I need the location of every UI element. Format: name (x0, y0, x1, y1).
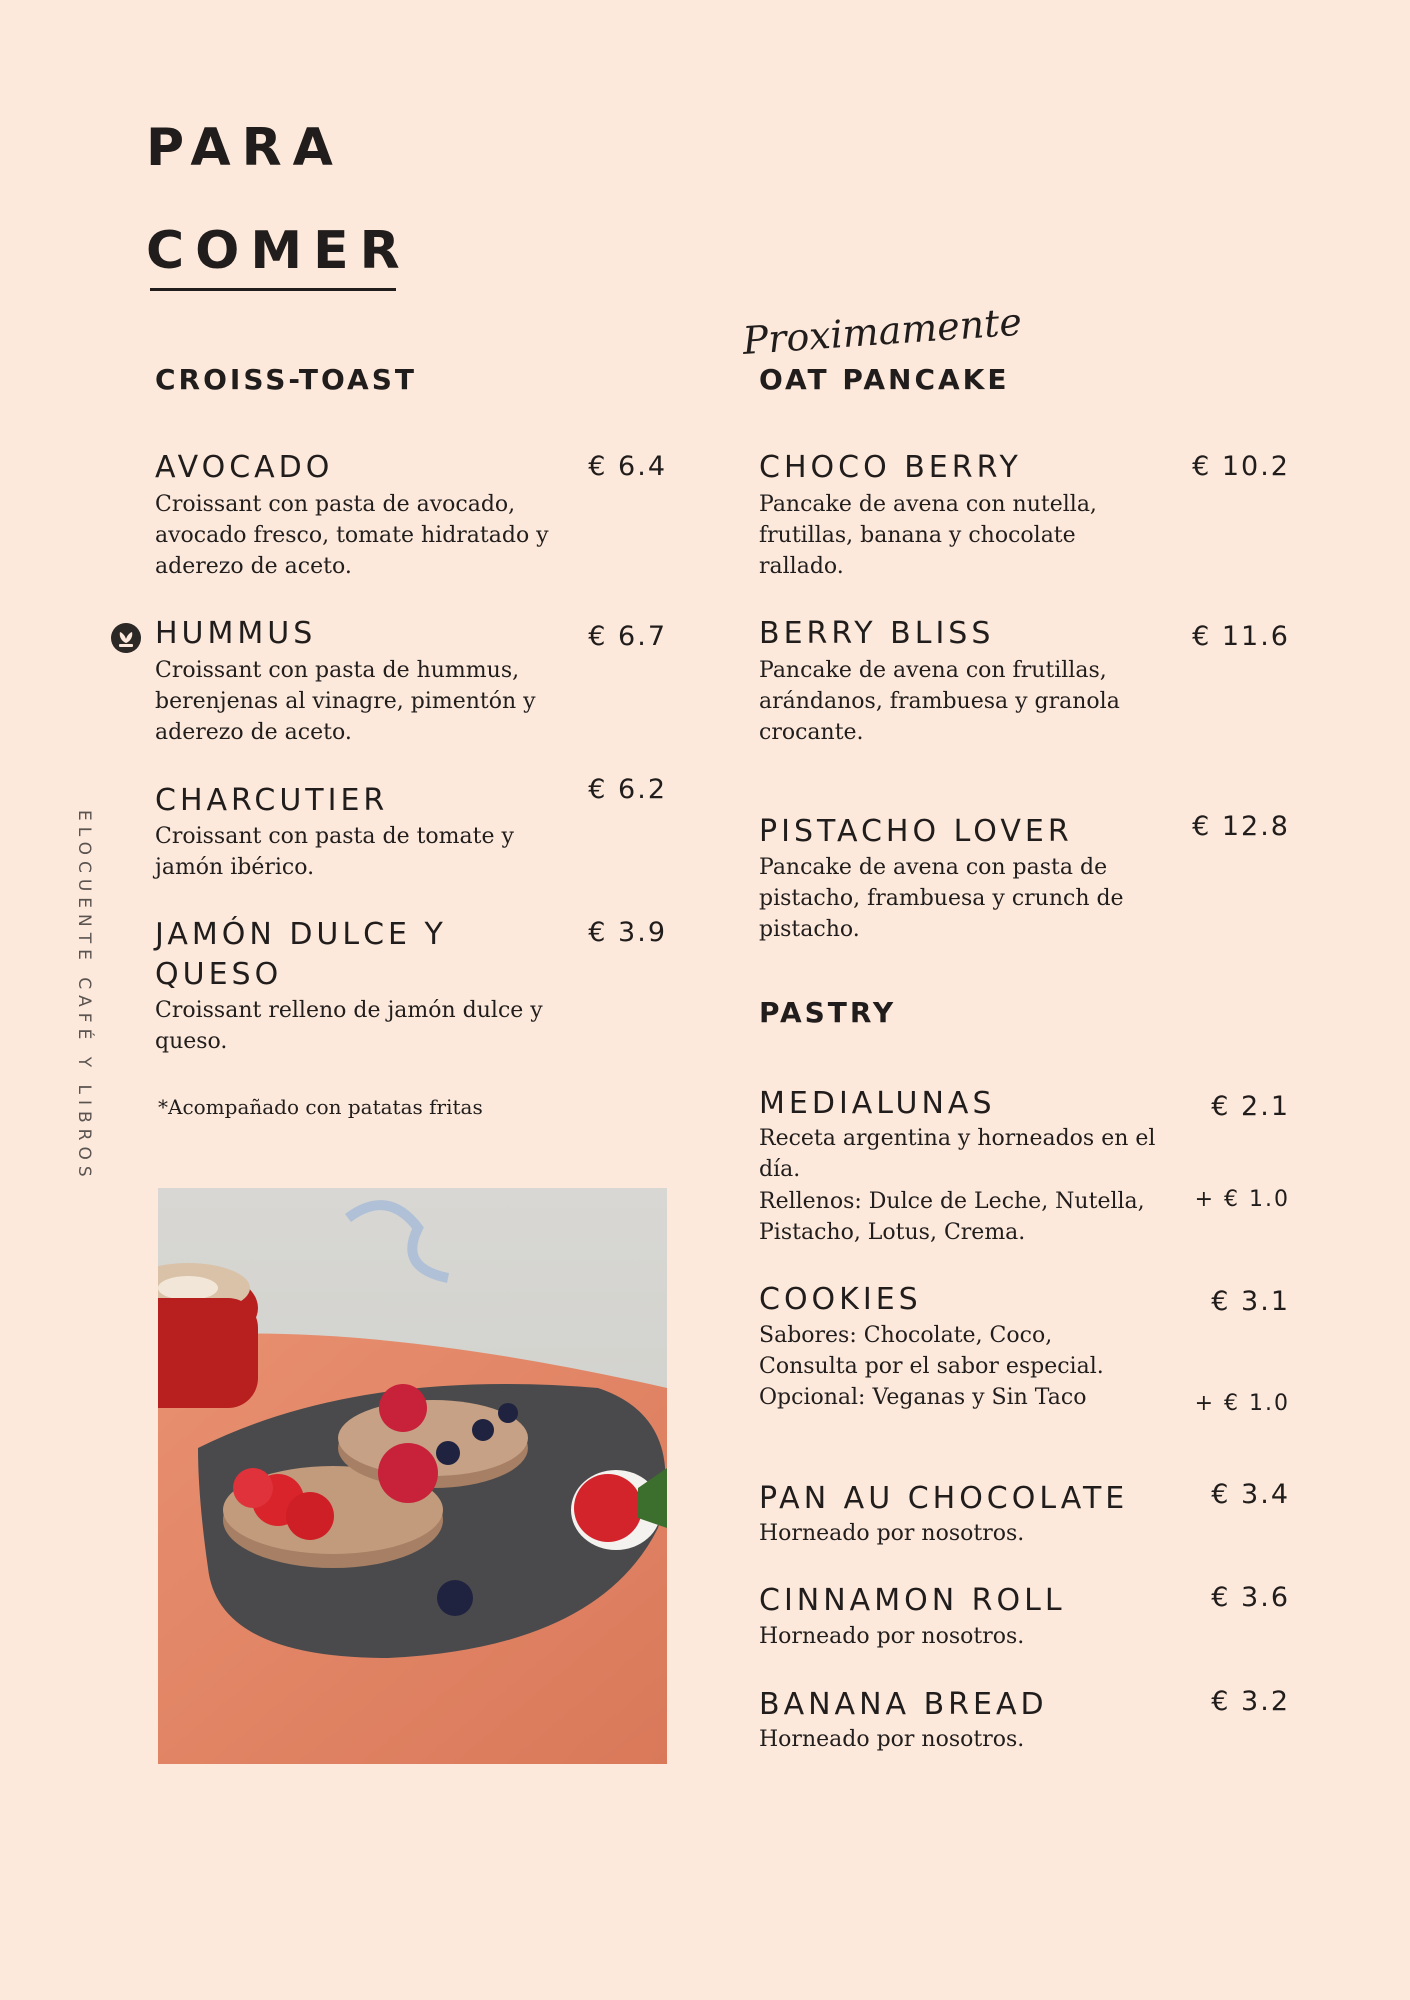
vegan-leaf-icon (111, 623, 141, 653)
page-title-line1: PARA (146, 118, 344, 178)
menu-item-name: AVOCADO (155, 450, 334, 485)
page-title-line2: COMER (146, 221, 411, 281)
side-brand-text: ELOCUENTE CAFÉ Y LIBROS (74, 810, 94, 1183)
menu-item-description: Croissant relleno de jamón dulce y queso. (155, 998, 543, 1054)
menu-item-name: CINNAMON ROLL (759, 1583, 1066, 1618)
menu-item-description: Pancake de avena con pasta de pistacho, frambuesa y crunch de pistacho. (759, 855, 1124, 942)
pancake-photo-illustration (158, 1188, 667, 1764)
menu-item-extra-price: + € 1.0 (1194, 1187, 1290, 1212)
menu-item-description-fillings: Rellenos: Dulce de Leche, Nutella, Pistacho, Lotus, Crema. (759, 1189, 1145, 1245)
menu-item-description: Croissant con pasta de hummus, berenjenas al vinagre, pimentón y aderezo de aceto. (155, 658, 536, 745)
menu-item-description: Receta argentina y horneados en el día. (759, 1126, 1156, 1182)
menu-item-name: CHARCUTIER (155, 783, 389, 818)
menu-item-price: € 3.1 (1211, 1286, 1290, 1317)
menu-item-price: € 6.7 (588, 621, 667, 652)
menu-item-price: € 11.6 (1192, 621, 1290, 652)
title-underline (150, 288, 396, 291)
menu-item-name: COOKIES (759, 1282, 922, 1317)
menu-item-price: € 3.6 (1211, 1582, 1290, 1613)
menu-item-description: Pancake de avena con nutella, frutillas, banana y chocolate rallado. (759, 492, 1097, 579)
section-heading-oat-pancake: OAT PANCAKE (759, 363, 1010, 396)
menu-item-description: Horneado por nosotros. (759, 1624, 1025, 1649)
menu-item-price: € 6.2 (588, 774, 667, 805)
menu-item-name: MEDIALUNAS (759, 1086, 996, 1121)
section-heading-croiss-toast: CROISS-TOAST (155, 363, 417, 396)
pancake-photo (158, 1188, 667, 1764)
menu-item-price: € 10.2 (1192, 451, 1290, 482)
menu-item-price: € 3.2 (1211, 1686, 1290, 1717)
menu-item-description: Croissant con pasta de tomate y jamón ibérico. (155, 824, 514, 880)
menu-item-price: € 3.4 (1211, 1479, 1290, 1510)
menu-item-name: BANANA BREAD (759, 1687, 1048, 1722)
menu-item-description: Horneado por nosotros. (759, 1521, 1025, 1546)
menu-item-description: Horneado por nosotros. (759, 1727, 1025, 1752)
menu-item-price: € 3.9 (588, 917, 667, 948)
menu-item-price: € 12.8 (1192, 811, 1290, 842)
menu-item-name: CHOCO BERRY (759, 450, 1022, 485)
menu-item-name: BERRY BLISS (759, 616, 995, 651)
menu-item-price: € 2.1 (1211, 1091, 1290, 1122)
menu-item-description: Pancake de avena con frutillas, arándanos, frambuesa y granola crocante. (759, 658, 1120, 745)
menu-item-name: PAN AU CHOCOLATE (759, 1481, 1129, 1516)
menu-item-description: Sabores: Chocolate, Coco, Consulta por el sabor especial. Opcional: Veganas y Sin Taco (759, 1323, 1104, 1410)
coming-soon-script: Proximamente (741, 299, 1024, 363)
section-heading-pastry: PASTRY (759, 996, 897, 1029)
menu-item-extra-price: + € 1.0 (1194, 1391, 1290, 1416)
menu-item-name: JAMÓN DULCE Y QUESO (155, 917, 447, 992)
menu-item-name: HUMMUS (155, 616, 317, 651)
menu-item-price: € 6.4 (588, 451, 667, 482)
menu-item-description: Croissant con pasta de avocado, avocado fresco, tomate hidratado y aderezo de aceto. (155, 492, 549, 579)
footnote: *Acompañado con patatas fritas (158, 1095, 483, 1119)
menu-item-name: PISTACHO LOVER (759, 814, 1073, 849)
